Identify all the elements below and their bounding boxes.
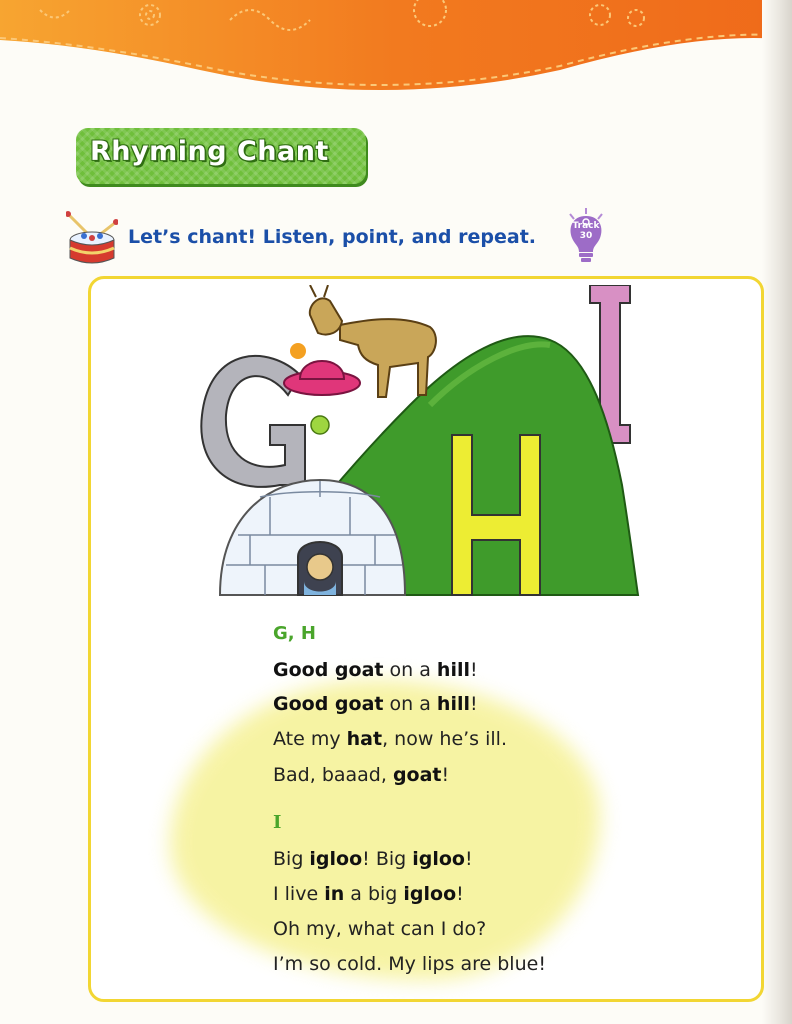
section-title: Rhyming Chant — [90, 136, 329, 167]
page-edge-shadow — [762, 0, 792, 1024]
stanza-2-line-2 — [273, 883, 464, 905]
emphasized-word: Good goat — [273, 693, 384, 715]
emphasized-word: Good goat — [273, 659, 384, 681]
chant-text: ! — [470, 659, 478, 681]
emphasized-word: igloo — [403, 883, 457, 905]
drum-icon — [66, 208, 118, 266]
stanza-1-line-4 — [273, 764, 449, 786]
emphasized-word: igloo — [412, 848, 465, 870]
stanza-1-heading: G, H — [273, 623, 316, 644]
stanza-2-line-1 — [273, 848, 473, 870]
track-number: 30 — [579, 231, 593, 241]
stanza-1-line-3 — [273, 728, 507, 750]
chant-text: Bad, baaad, — [273, 764, 393, 786]
emphasized-word: igloo — [309, 848, 363, 870]
emphasized-word: hill — [436, 693, 470, 715]
stanza-2-line-4 — [273, 953, 546, 975]
chant-text: ! — [456, 883, 464, 905]
stanza-1-line-2 — [273, 693, 478, 715]
chant-text: , now he’s ill. — [382, 728, 507, 750]
stanza-2-line-3 — [273, 918, 486, 940]
chant-text: Big — [273, 848, 310, 870]
goat-hill-igloo-illustration — [190, 285, 640, 615]
chant-text: ! — [464, 848, 473, 870]
chant-text: I live — [273, 883, 325, 905]
chant-text: ! — [470, 693, 478, 715]
chant-text: on a — [383, 659, 437, 681]
red-hat — [284, 361, 360, 395]
stanza-2-heading: I — [273, 812, 282, 833]
chant-text: ! — [441, 764, 450, 786]
letter-g — [201, 356, 305, 487]
top-banner-decoration — [0, 0, 792, 110]
chant-text: on a — [383, 693, 437, 715]
emphasized-word: hat — [346, 728, 383, 750]
instruction-text: Let’s chant! Listen, point, and repeat. — [128, 226, 537, 248]
stanza-1-line-1 — [273, 659, 478, 681]
chant-text: ! Big — [362, 848, 413, 870]
emphasized-word: hill — [436, 659, 470, 681]
track-label — [572, 221, 600, 241]
chant-text: I’m so cold. My lips are blue! — [273, 953, 546, 975]
emphasized-word: in — [324, 883, 345, 905]
emphasized-word: goat — [392, 764, 442, 786]
chant-text: Ate my — [273, 728, 347, 750]
chant-text: Oh my, what can I do? — [273, 918, 487, 940]
chant-text: a big — [344, 883, 404, 905]
track-word: Track — [572, 221, 600, 231]
